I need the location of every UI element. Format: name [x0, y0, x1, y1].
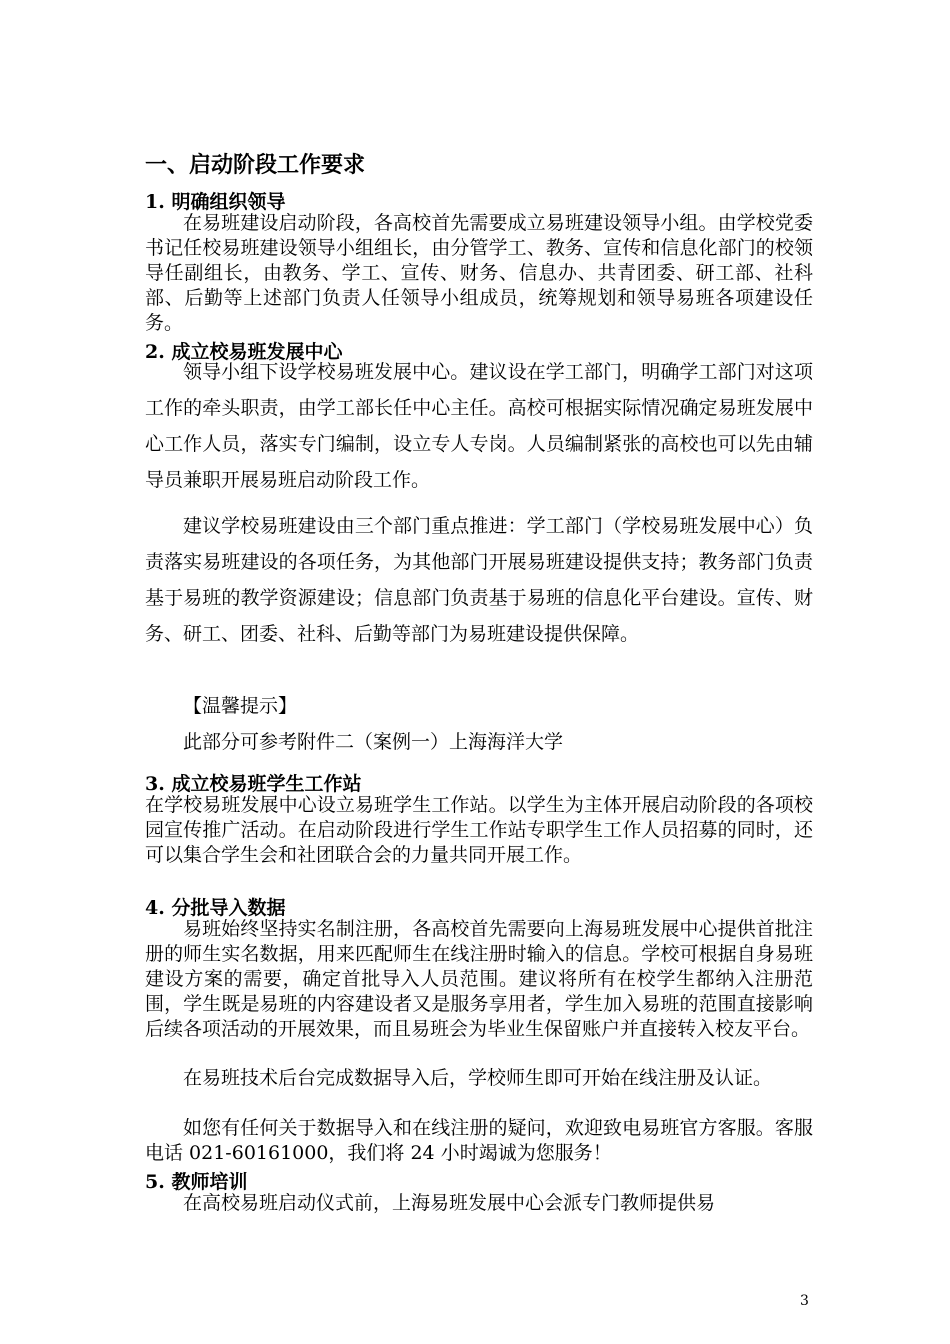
- paragraph: 在高校易班启动仪式前，上海易班发展中心会派专门教师提供易: [183, 1192, 716, 1214]
- page-number: 3: [800, 1293, 809, 1309]
- section-heading: 一、启动阶段工作要求: [145, 153, 366, 178]
- paragraph: 如您有任何关于数据导入和在线注册的疑问，欢迎致电易班官方客服。客服电话 021-60161000，我们将 24 小时竭诚为您服务！: [145, 1117, 813, 1164]
- tip-text: 此部分可参考附件二（案例一）上海海洋大学: [183, 731, 564, 753]
- paragraph: 建议学校易班建设由三个部门重点推进：学工部门（学校易班发展中心）负责落实易班建设的各项任务，为其他部门开展易班建设提供支持；教务部门负责基于易班的教学资源建设；信息部门负责基于易班的信息化平台建设。宣传、财务、研工、团委、社科、后勤等部门为易班建设提供保障。: [145, 515, 813, 645]
- paragraph: 领导小组下设学校易班发展中心。建议设在学工部门，明确学工部门对这项工作的牵头职责，由学工部长任中心主任。高校可根据实际情况确定易班发展中心工作人员，落实专门编制，设立专人专岗。人员编制紧张的高校也可以先由辅导员兼职开展易班启动阶段工作。: [145, 361, 813, 491]
- paragraph: 在易班技术后台完成数据导入后，学校师生即可开始在线注册及认证。: [183, 1067, 773, 1089]
- tip-label: 【温馨提示】: [183, 695, 298, 717]
- subsection-title-2: 2. 成立校易班发展中心: [145, 341, 343, 363]
- paragraph: 在易班建设启动阶段，各高校首先需要成立易班建设领导小组。由学校党委书记任校易班建设领导小组组长，由分管学工、教务、宣传和信息化部门的校领导任副组长，由教务、学工、宣传、财务、信息办、共青团委、研工部、社科部、后勤等上述部门负责人任领导小组成员，统筹规划和领导易班各项建设任务。: [145, 212, 813, 334]
- paragraph: 在学校易班发展中心设立易班学生工作站。以学生为主体开展启动阶段的各项校园宣传推广活动。在启动阶段进行学生工作站专职学生工作人员招募的同时，还可以集合学生会和社团联合会的力量共同开展工作。: [145, 794, 813, 866]
- subsection-title-3: 3. 成立校易班学生工作站: [145, 773, 362, 795]
- paragraph: 易班始终坚持实名制注册，各高校首先需要向上海易班发展中心提供首批注册的师生实名数据，用来匹配师生在线注册时输入的信息。学校可根据自身易班建设方案的需要，确定首批导入人员范围。建议将所有在校学生都纳入注册范围，学生既是易班的内容建设者又是服务享用者，学生加入易班的范围直接影响后续各项活动的开展效果，而且易班会为毕业生保留账户并直接转入校友平台。: [145, 918, 813, 1040]
- subsection-title-5: 5. 教师培训: [145, 1171, 248, 1193]
- subsection-title-4: 4. 分批导入数据: [145, 897, 286, 919]
- subsection-title-1: 1. 明确组织领导: [145, 191, 286, 213]
